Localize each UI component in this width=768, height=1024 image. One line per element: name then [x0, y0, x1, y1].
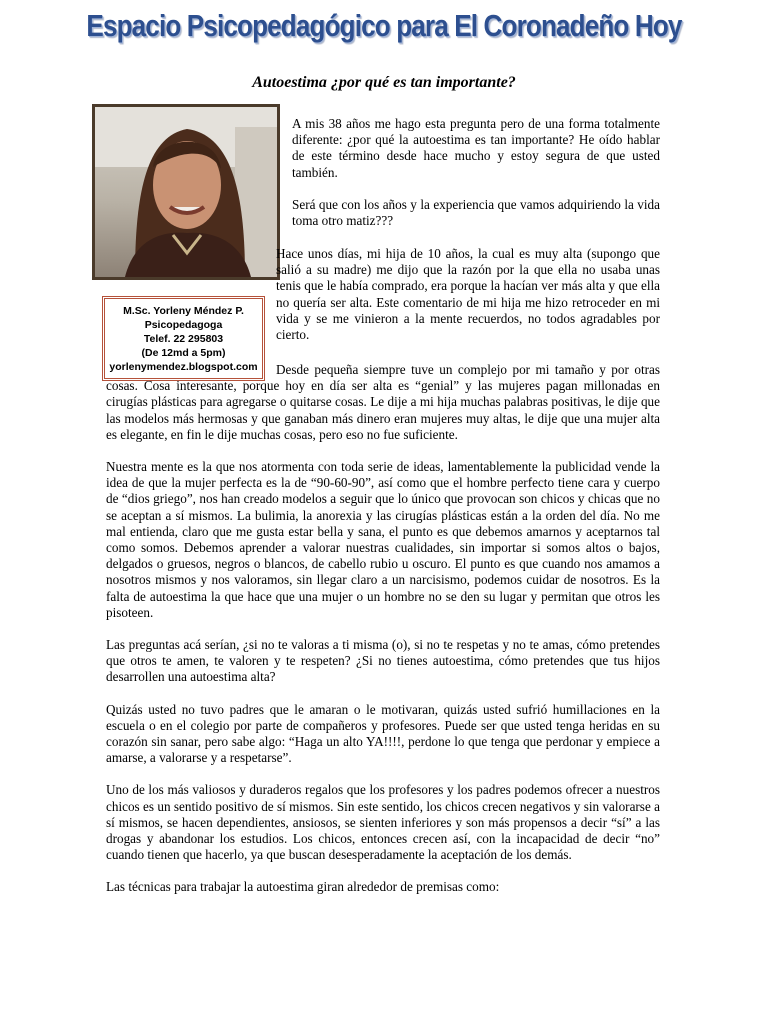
body-column [106, 362, 660, 912]
paragraph: A mis 38 años me hago esta pregunta pero de una forma totalmente diferente: ¿por qué la autoestima es tan importante? He oído hablar de este término desde hace mucho y estoy segura de que usted también. [292, 116, 660, 180]
author-role: Psicopedagoga [144, 319, 223, 331]
paragraph: Desde pequeña siempre tuve un complejo por mi tamaño y por otras cosas. Cosa interesante, porque hoy en día ser alta es “genial” y las mujeres pagan millonadas en cirugías plásticas para agregarse o quitarse cosas. Le dije a mi hija muchas palabras positivas, le dije que las modelos más hermosas y que ganaban más dinero eran mujeres muy altas, le dije que una mujer alta es elegante, en fin le dije muchas cosas, pero eso no fue suficiente. [106, 362, 660, 442]
masthead-title: Espacio Psicopedagógico para El Coronadeño Hoy [86, 8, 682, 43]
paragraph: Quizás usted no tuvo padres que le amaran o le motivaran, quizás usted sufrió humillaciones en la escuela o en el colegio por parte de compañeros y profesores. Puede ser que usted tenga heridas en su corazón sin sanar, pero sabe algo: “Haga un alto YA!!!!, perdone lo que tenga que perdonar y empiece a amarse, a valorarse y a respetarse”. [106, 701, 660, 766]
author-name: M.Sc. Yorleny Méndez P. [123, 305, 244, 317]
author-hours: (De 12md a 5pm) [141, 347, 226, 359]
author-blog-link[interactable]: yorlenymendez.blogspot.com [109, 361, 258, 373]
paragraph: Las preguntas acá serían, ¿si no te valoras a ti misma (o), si no te respetas y no te amas, cómo pretendes que otros te amen, te valoren y te respeten? ¿Si no tienes autoestima, cómo pretendes que tus hijos desarrollen una autoestima alta? [106, 637, 660, 685]
intro-column [292, 116, 660, 245]
paragraph: Nuestra mente es la que nos atormenta con toda serie de ideas, lamentablemente la publicidad vende la idea de que la mujer perfecta es la de “90-60-90”, así como que el hombre perfecto tiene cara y cuerpo de “dios griego”, nos han creado modelos a seguir que lo único que provocan son chicos y chicas que no se aceptan a sí mismos. La bulimia, la anorexia y las cirugías plásticas están a la orden del día. No me mal entienda, claro que me gusta estar bella y sana, el punto es que debemos amarnos y aceptarnos tal como somos. Debemos aprender a valorar nuestras cualidades, sin importar si somos altos o bajos, delgados o gruesos, negros o blancos, de cabello rubio u oscuro. El punto es que cuando nos amamos a nosotros mismos y nos valoramos, sin llegar claro a un narcisismo, podemos cuidar de nosotros. Es la falta de autoestima la que hace que una mujer o un hombre no se den su lugar y permitan que otros les pisoteen. [106, 459, 660, 620]
paragraph: Las técnicas para trabajar la autoestima giran alrededor de premisas como: [106, 879, 500, 895]
wrap-column [276, 246, 660, 359]
paragraph: Uno de los más valiosos y duraderos regalos que los profesores y los padres podemos ofrecer a nuestros chicos es un sentido positivo de sí mismos. Sin este sentido, los chicos crecen negativos y sin valorarse a sí mismos, se hacen dependientes, ansiosos, se sienten inferiores y son más propensos a decir “sí” a las drogas y abandonar los estudios. Los chicos, entonces crecen así, con la incapacidad de decir “no” cuando tienen que hacerlo, ya que buscan desesperadamente la aceptación de los demás. [106, 782, 660, 863]
author-photo [92, 104, 280, 280]
article-title: Autoestima ¿por qué es tan importante? [252, 74, 516, 91]
paragraph: Será que con los años y la experiencia que vamos adquiriendo la vida toma otro matiz??? [292, 196, 660, 229]
paragraph: Hace unos días, mi hija de 10 años, la cual es muy alta (supongo que salió a su madre) me dijo que la razón por la que ella no usaba unas tenis que le había comprado, era porque la hacían ver más alta y que ella no quería ser alta. Este comentario de mi hija me hizo retroceder en mi vida y se me vinieron a la mente recuerdos, no todos agradables por cierto. [276, 246, 660, 343]
author-phone: Telef. 22 295803 [143, 333, 224, 345]
